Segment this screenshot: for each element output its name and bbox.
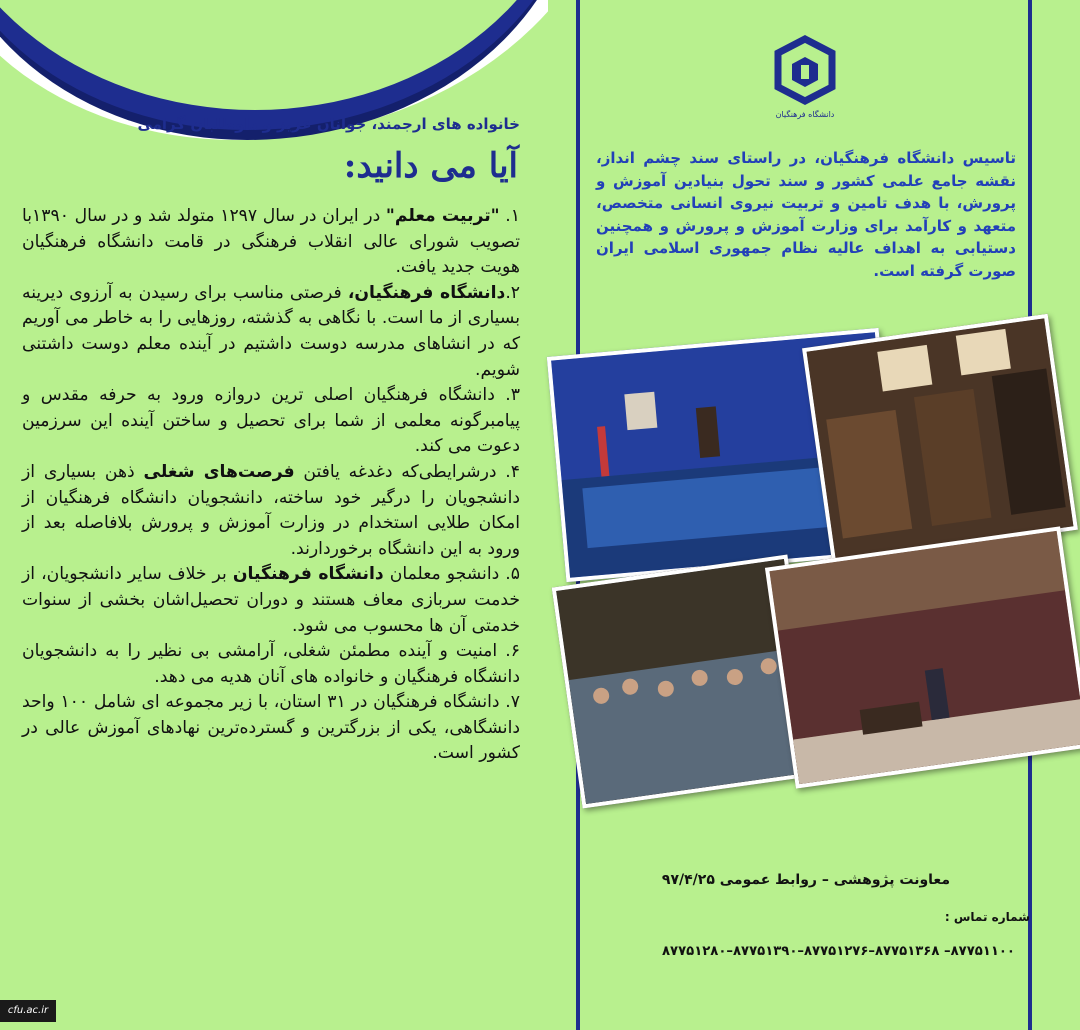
fact-item: ۱. "تربیت معلم" در ایران در سال ۱۲۹۷ متولد شد و در سال ۱۳۹۰با تصویب شورای عالی انقلاب فرهنگی در قامت دانشگاه فرهنگیان هویت جدید یافت. — [22, 206, 520, 278]
page-title: آیا می دانید: — [343, 146, 518, 186]
university-logo-icon — [770, 35, 840, 125]
fact-item: ۳. دانشگاه فرهنگیان اصلی ترین دروازه ورود به حرفه مقدس و پیامبرگونه معلمی از شما برای تحصیل و ساختن آینده این سرزمین دعوت می کند. — [22, 385, 520, 457]
contact-label: شماره تماس : — [944, 910, 1030, 924]
website-badge: cfu.ac.ir — [0, 1000, 56, 1022]
library-photo — [802, 314, 1078, 564]
auditorium-photo — [765, 526, 1080, 788]
svg-text:دانشگاه فرهنگیان: دانشگاه فرهنگیان — [775, 110, 835, 119]
intro-paragraph: تاسیس دانشگاه فرهنگیان، در راستای سند چشم انداز، نقشه جامع علمی کشور و سند تحول بنیادین آموزش و پرورش، با هدف تامین و تربیت نیروی انسانی متخصص، متعهد و کارآمد برای وزارت آموزش و پرورش و همچنین دستیابی به اهداف عالیه نظام جمهوری اسلامی ایران صورت گرفته است. — [596, 149, 1016, 280]
fact-item: ۷. دانشگاه فرهنگیان در ۳۱ استان، با زیر مجموعه ای شامل ۱۰۰ واحد دانشگاهی، یکی از بزرگترین و گسترده‌ترین نهادهای آموزش عالی در کشور است. — [22, 692, 521, 764]
fact-item: ۵. دانشجو معلمان دانشگاه فرهنگیان بر خلاف سایر دانشجویان، از خدمت سربازی معاف هستند و دوران تحصیل‌اشان بخشی از سنوات خدمتی آن ها محسوب می شود. — [22, 564, 520, 636]
fact-item: ۲.دانشگاه فرهنگیان، فرصتی مناسب برای رسیدن به آرزوی دیرینه بسیاری از ما است. با نگاهی به گذشته، روزهایی را به خاطر می آوریم که در انشاهای مدرسه دوست داشتیم در آینده معلم دوست داشتنی شویم. — [22, 282, 521, 380]
fact-item: ۴. درشرایطی‌که دغدغه یافتن فرصت‌های شغلی ذهن بسیاری از دانشجویان را درگیر خود ساخته، دانشجویان دانشگاه فرهنگیان از امکان طلایی استخدام در وزارت آموزش و پرورش بلافاصله بعد از ورود به این دانشگاه برخوردارند. — [22, 461, 520, 559]
greeting-line: خانواده های ارجمند، جوانان عزیز و داوطلبان گرامی — [137, 115, 520, 133]
footer-title: معاونت پژوهشی – روابط عمومی ۹۷/۴/۲۵ — [661, 872, 950, 888]
facts-list — [22, 204, 520, 767]
fact-item: ۶. امنیت و آینده مطمئن شغلی، آرامشی بی نظیر را به دانشجویان دانشگاه فرهنگیان و خانواده های آنان هدیه می دهد. — [22, 641, 520, 687]
phone-numbers: ۸۷۷۵۱۱۰۰– ۸۷۷۵۱۳۶۸–۸۷۷۵۱۲۷۶–۸۷۷۵۱۳۹۰–۸۷۷۵۱۲۸۰ — [662, 944, 1015, 959]
